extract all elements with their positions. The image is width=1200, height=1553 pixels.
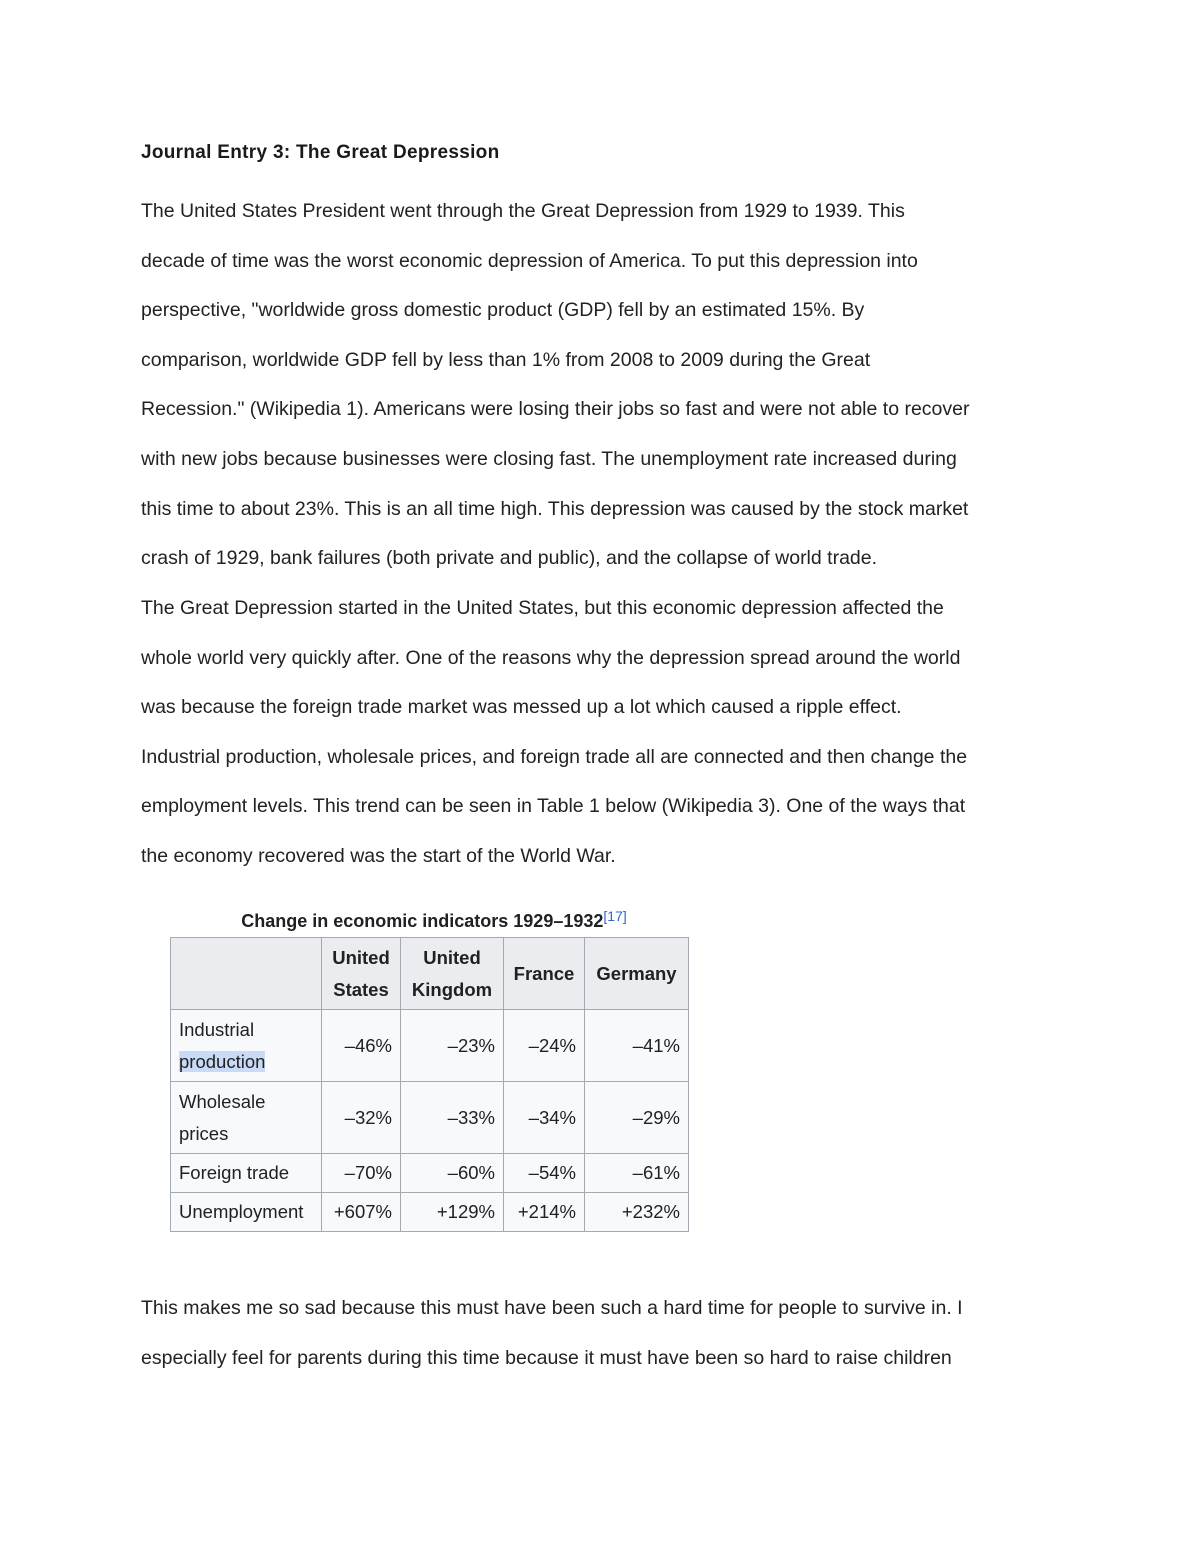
text-line: was because the foreign trade market was messed up a lot which caused a ripple effect. xyxy=(141,696,902,719)
cell-value: –60% xyxy=(401,1154,504,1193)
text-line: the economy recovered was the start of the World War. xyxy=(141,844,616,867)
header-germany: Germany xyxy=(585,938,689,1010)
text-line: with new jobs because businesses were closing fast. The unemployment rate increased during xyxy=(141,447,957,470)
header-united-states: United States xyxy=(322,938,401,1010)
text-line: Recession." (Wikipedia 1). Americans were losing their jobs so fast and were not able to recover xyxy=(141,398,970,421)
text-line: This makes me so sad because this must have been such a hard time for people to survive in. I xyxy=(141,1297,963,1319)
row-label-unemployment: Unemployment xyxy=(171,1193,322,1232)
table-row xyxy=(171,1154,689,1193)
cell-value: +129% xyxy=(401,1193,504,1232)
cell-value: –54% xyxy=(504,1154,585,1193)
cell-value: –32% xyxy=(322,1082,401,1154)
cell-value: –34% xyxy=(504,1082,585,1154)
cell-value: +232% xyxy=(585,1193,689,1232)
cell-value: –29% xyxy=(585,1082,689,1154)
table-header-row xyxy=(171,938,689,1010)
paragraph-1 xyxy=(141,187,1071,584)
text-selection-highlight: production xyxy=(179,1050,266,1072)
cell-value: –33% xyxy=(401,1082,504,1154)
table-caption xyxy=(170,905,690,937)
cell-value: +607% xyxy=(322,1193,401,1232)
text-line: especially feel for parents during this time because it must have been so hard to raise children xyxy=(141,1346,952,1369)
text-line: whole world very quickly after. One of the reasons why the depression spread around the world xyxy=(141,646,961,669)
row-label-foreign-trade: Foreign trade xyxy=(171,1154,322,1193)
page-title: Journal Entry 3: The Great Depression xyxy=(141,142,500,163)
table-row xyxy=(171,1082,689,1154)
text-line: The Great Depression started in the United States, but this economic depression affected the xyxy=(141,597,944,619)
text-line: crash of 1929, bank failures (both private and public), and the collapse of world trade. xyxy=(141,547,878,570)
text-line: The United States President went through the Great Depression from 1929 to 1939. This xyxy=(141,200,905,222)
table-row xyxy=(171,1010,689,1082)
text-line: this time to about 23%. This is an all time high. This depression was caused by the stock market xyxy=(141,497,969,520)
row-label-wholesale-prices: Wholesale prices xyxy=(171,1082,322,1154)
header-united-kingdom: United Kingdom xyxy=(401,938,504,1010)
table-row xyxy=(171,1193,689,1232)
text-line: decade of time was the worst economic depression of America. To put this depression into xyxy=(141,249,918,272)
cell-value: –61% xyxy=(585,1154,689,1193)
text-line: perspective, "worldwide gross domestic product (GDP) fell by an estimated 15%. By xyxy=(141,299,865,322)
economic-indicators-table xyxy=(170,937,689,1232)
cell-value: –70% xyxy=(322,1154,401,1193)
header-empty xyxy=(171,938,322,1010)
table-caption-text: Change in economic indicators 1929–1932 xyxy=(241,911,604,931)
paragraph-2 xyxy=(141,584,1071,882)
cell-value: –41% xyxy=(585,1010,689,1082)
header-france: France xyxy=(504,938,585,1010)
row-label-industrial-production: Industrial production xyxy=(171,1010,322,1082)
economic-indicators-figure xyxy=(170,905,690,1232)
cell-value: –24% xyxy=(504,1010,585,1082)
cell-value: –46% xyxy=(322,1010,401,1082)
text-line: employment levels. This trend can be seen in Table 1 below (Wikipedia 3). One of the ways that xyxy=(141,795,966,818)
paragraph-3 xyxy=(141,1284,1071,1383)
cell-value: +214% xyxy=(504,1193,585,1232)
reference-link[interactable]: [17] xyxy=(603,908,627,924)
text-line: Industrial production, wholesale prices, and foreign trade all are connected and then change the xyxy=(141,745,968,768)
cell-value: –23% xyxy=(401,1010,504,1082)
text-line: comparison, worldwide GDP fell by less than 1% from 2008 to 2009 during the Great xyxy=(141,348,871,371)
